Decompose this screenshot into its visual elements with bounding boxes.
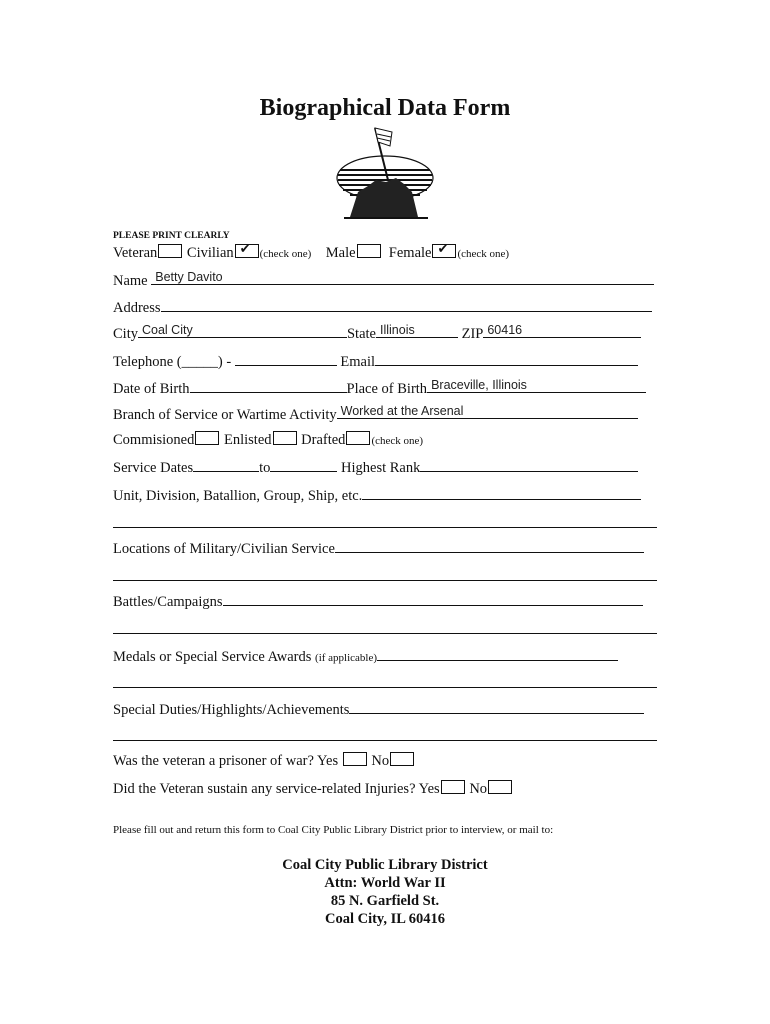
unit-label: Unit, Division, Batallion, Group, Ship, etc. — [113, 488, 363, 504]
commissioned-checkbox[interactable] — [195, 431, 219, 445]
male-checkbox[interactable] — [357, 244, 381, 258]
female-checkbox[interactable] — [432, 244, 456, 258]
zip-value: 60416 — [487, 323, 523, 337]
service-dates-row — [113, 457, 638, 477]
print-clearly-note: PLEASE PRINT CLEARLY — [113, 231, 230, 241]
enlistment-row — [113, 431, 423, 449]
highest-rank-label: Highest Rank — [341, 460, 421, 476]
telephone-label: Telephone (_____) - — [113, 354, 232, 370]
state-label: State — [346, 326, 376, 342]
pob-value: Braceville, Illinois — [431, 378, 527, 392]
branch-label: Branch of Service or Wartime Activity — [113, 407, 337, 423]
mailing-address-line4: Coal City, IL 60416 — [324, 911, 446, 927]
branch-field[interactable] — [337, 404, 638, 419]
battles-row — [113, 591, 643, 611]
medals-field[interactable] — [377, 646, 618, 661]
pob-field[interactable] — [427, 378, 646, 393]
pow-row — [113, 752, 415, 770]
name-label: Name — [113, 273, 148, 289]
email-label: Email — [340, 354, 376, 370]
address-row — [113, 297, 652, 317]
zip-label: ZIP — [461, 326, 484, 342]
medals-note: (if applicable) — [315, 652, 378, 664]
locations-extra-line[interactable] — [113, 580, 657, 581]
injury-no-checkbox[interactable] — [488, 780, 512, 794]
medals-row — [113, 646, 618, 666]
name-value: Betty Davito — [155, 270, 223, 284]
veteran-checkbox[interactable] — [158, 244, 182, 258]
state-field[interactable] — [376, 323, 458, 338]
return-instructions: Please fill out and return this form to Coal City Public Library District prior to interview, or mail to: — [113, 824, 554, 836]
branch-value: Worked at the Arsenal — [340, 404, 464, 418]
mailing-address-line1: Coal City Public Library District — [282, 857, 488, 873]
address-field[interactable] — [161, 297, 652, 312]
zip-field[interactable] — [483, 323, 641, 338]
name-row — [113, 270, 654, 290]
branch-row — [113, 404, 638, 424]
veteran-label: Veteran — [113, 245, 158, 261]
name-field[interactable] — [151, 270, 654, 285]
check-one-note: (check one) — [457, 248, 510, 260]
injury-yes-checkbox[interactable] — [441, 780, 465, 794]
city-label: City — [113, 326, 138, 342]
locations-row — [113, 538, 644, 558]
highest-rank-field[interactable] — [420, 457, 638, 472]
service-dates-label: Service Dates — [113, 460, 194, 476]
enlisted-checkbox[interactable] — [273, 431, 297, 445]
service-end-field[interactable] — [270, 457, 337, 472]
drafted-label: Drafted — [301, 432, 346, 448]
pow-no-checkbox[interactable] — [390, 752, 414, 766]
state-value: Illinois — [379, 323, 415, 337]
pob-label: Place of Birth — [346, 381, 428, 397]
unit-extra-line[interactable] — [113, 527, 657, 528]
duties-field[interactable] — [349, 699, 644, 714]
dob-field[interactable] — [190, 378, 347, 393]
injury-row — [113, 780, 513, 798]
civilian-checkbox[interactable] — [235, 244, 259, 258]
battles-label: Battles/Campaigns — [113, 594, 223, 610]
city-field[interactable] — [138, 323, 347, 338]
check-one-note: (check one) — [259, 248, 312, 260]
email-field[interactable] — [375, 351, 638, 366]
drafted-checkbox[interactable] — [346, 431, 370, 445]
pow-yes-checkbox[interactable] — [343, 752, 367, 766]
pow-question: Was the veteran a prisoner of war? Yes — [113, 753, 339, 769]
medals-extra-line[interactable] — [113, 687, 657, 688]
to-label: to — [259, 460, 271, 476]
city-value: Coal City — [141, 323, 193, 337]
birth-row — [113, 378, 646, 398]
mailing-address-line3: 85 N. Garfield St. — [330, 893, 440, 909]
commissioned-label: Commisioned — [113, 432, 195, 448]
check-mark-icon: ✔ — [239, 242, 251, 257]
unit-field[interactable] — [362, 485, 641, 500]
locations-label: Locations of Military/Civilian Service — [113, 541, 335, 557]
injury-no-label: No — [469, 781, 488, 797]
female-label: Female — [388, 245, 432, 261]
mailing-address-line2: Attn: World War II — [324, 875, 446, 891]
dob-label: Date of Birth — [113, 381, 190, 397]
service-start-field[interactable] — [193, 457, 259, 472]
enlisted-label: Enlisted — [224, 432, 272, 448]
battles-extra-line[interactable] — [113, 633, 657, 634]
civilian-label: Civilian — [186, 245, 234, 261]
flag-raising-logo — [330, 122, 440, 222]
battles-field[interactable] — [223, 591, 643, 606]
pow-no-label: No — [371, 753, 390, 769]
address-label: Address — [113, 300, 161, 316]
check-one-note: (check one) — [371, 435, 424, 447]
duties-extra-line[interactable] — [113, 740, 657, 741]
duties-label: Special Duties/Highlights/Achievements — [113, 702, 350, 718]
telephone-row — [113, 351, 638, 371]
unit-row — [113, 485, 641, 505]
city-row — [113, 323, 641, 343]
medals-label: Medals or Special Service Awards — [113, 649, 312, 665]
status-row — [113, 244, 509, 262]
injury-question: Did the Veteran sustain any service-related Injuries? Yes — [113, 781, 440, 797]
locations-field[interactable] — [335, 538, 644, 553]
form-title: Biographical Data Form — [259, 95, 511, 121]
duties-row — [113, 699, 644, 719]
male-label: Male — [325, 245, 356, 261]
check-mark-icon: ✔ — [437, 242, 449, 257]
telephone-field[interactable] — [235, 351, 337, 366]
